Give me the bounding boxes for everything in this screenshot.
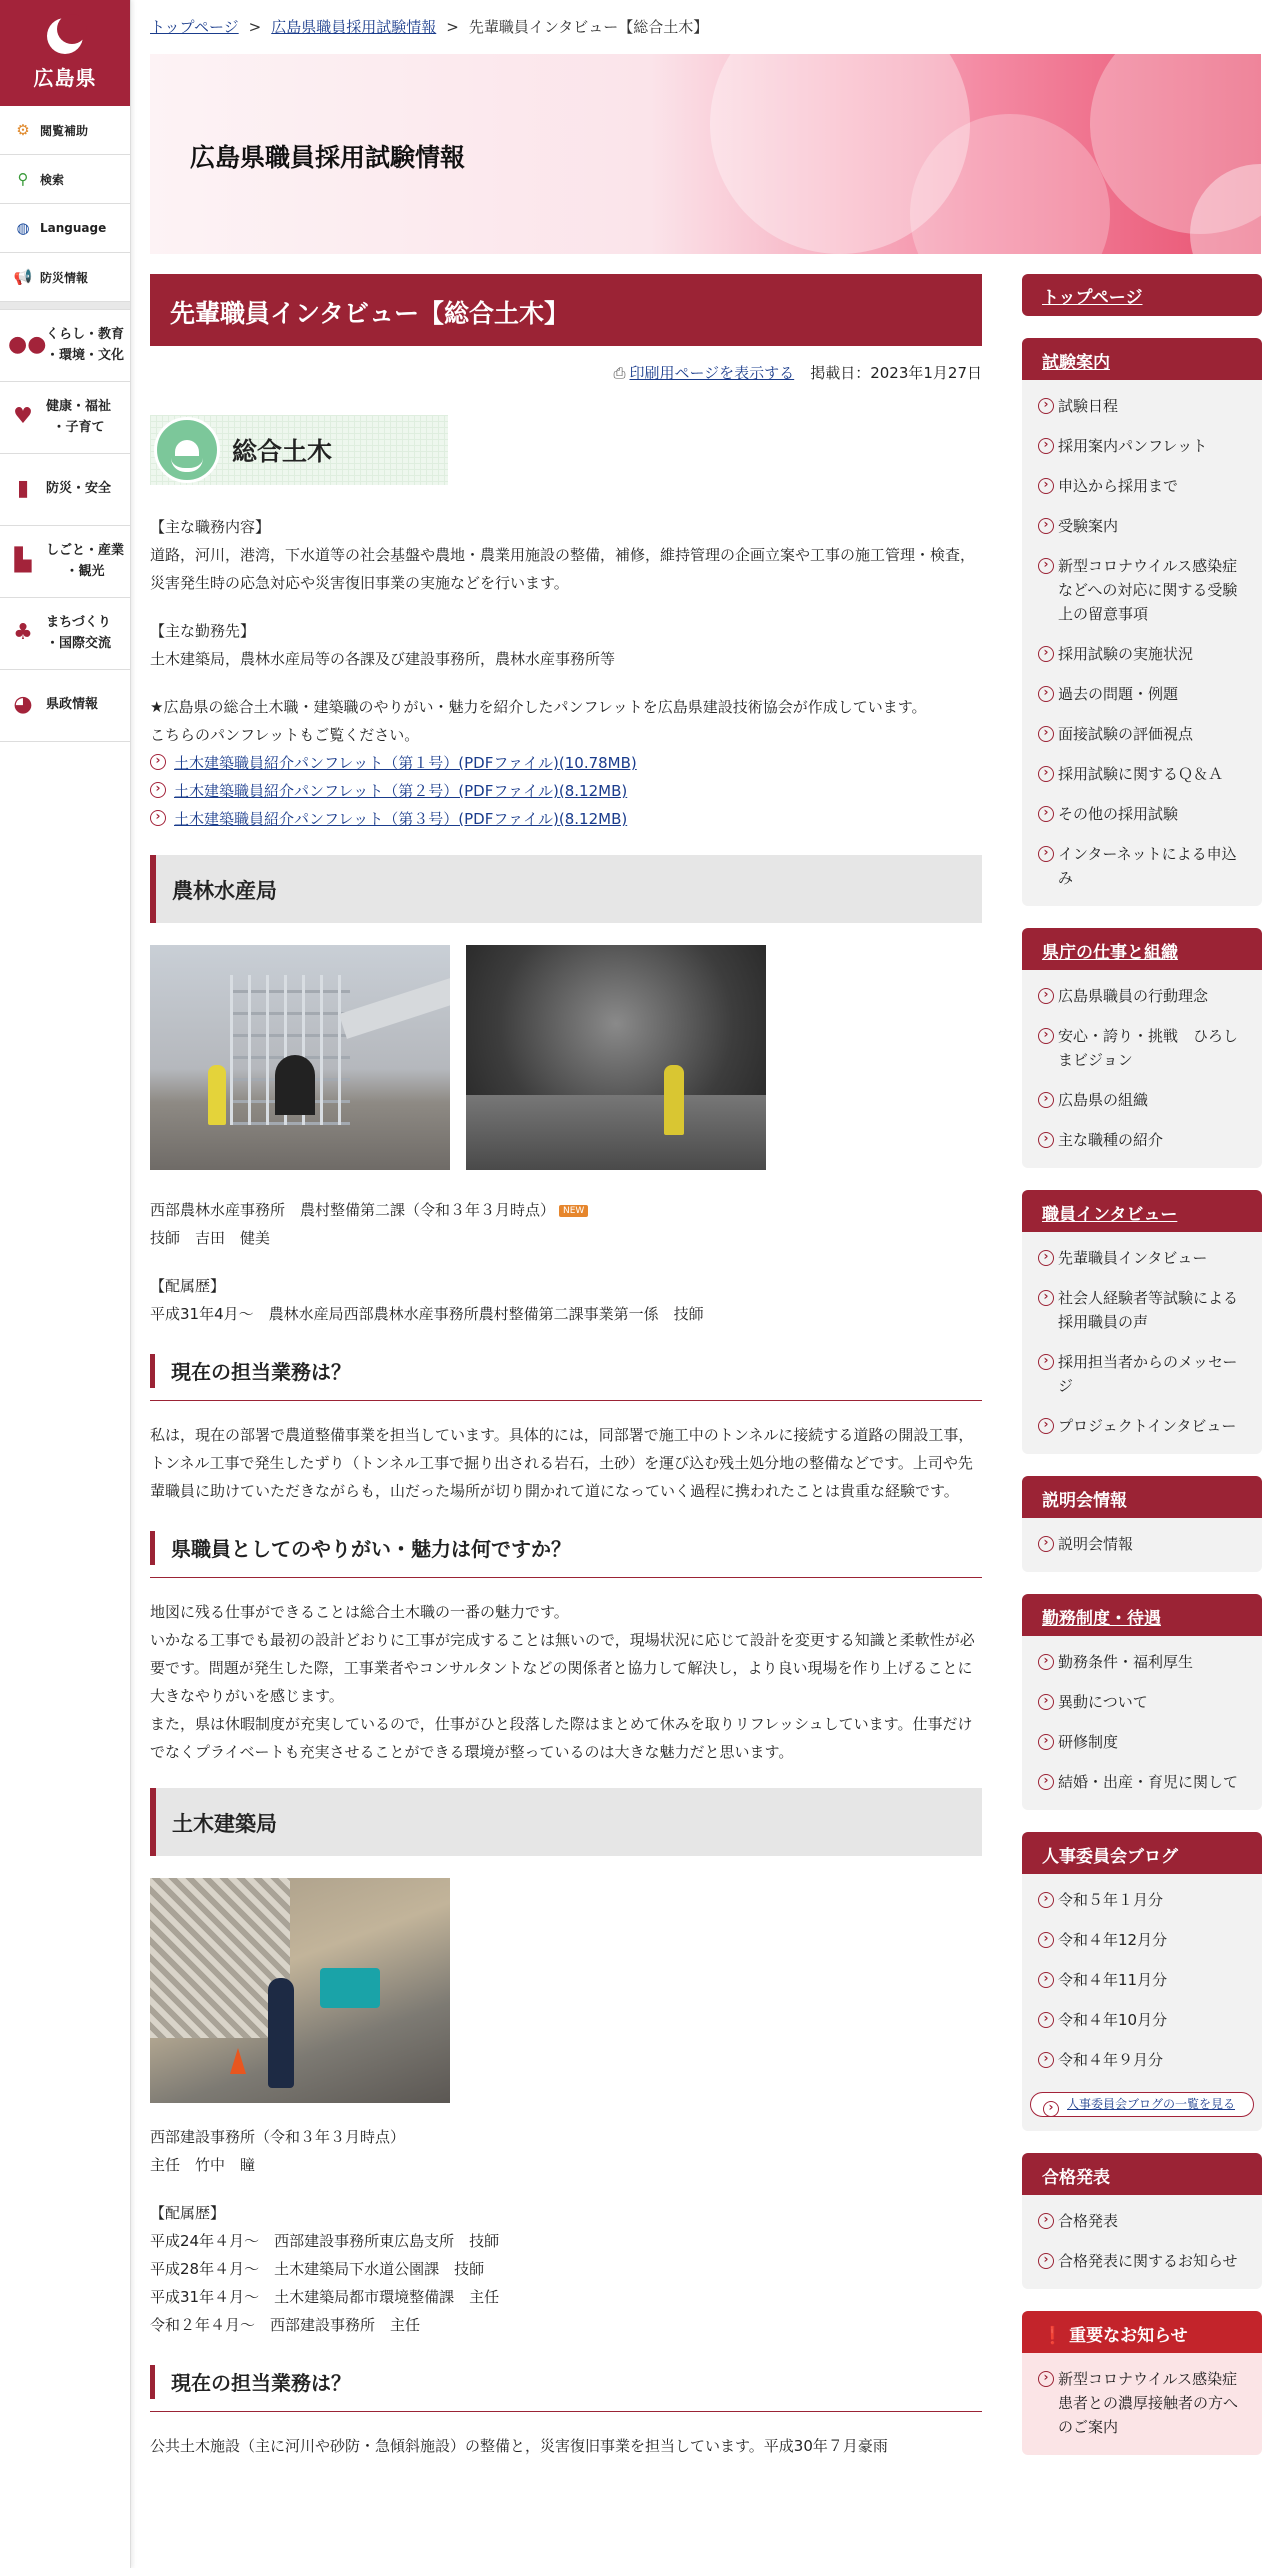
category-safety[interactable] bbox=[0, 454, 130, 526]
staff-caption bbox=[150, 2123, 982, 2179]
nav-item[interactable]: › 社会人経験者等試験による採用職員の声 bbox=[1022, 1278, 1262, 1342]
category-town[interactable] bbox=[0, 598, 130, 670]
history-heading: 【配属歴】 bbox=[150, 2204, 226, 2222]
photo-rubble bbox=[466, 1095, 766, 1170]
megaphone-icon: 📢 bbox=[13, 268, 33, 286]
page-meta bbox=[150, 362, 982, 383]
history-line: 令和２年４月～ 西部建設事務所 主任 bbox=[150, 2316, 421, 2334]
construction-site-photo bbox=[150, 1878, 450, 2103]
nav-list bbox=[1022, 380, 1262, 906]
nav-item[interactable]: › 勤務条件・福利厚生 bbox=[1022, 1642, 1262, 1682]
nav-item[interactable]: › 新型コロナウイルス感染症などへの対応に関する受験上の留意事項 bbox=[1022, 546, 1262, 634]
nav-item[interactable]: › 先輩職員インタビュー bbox=[1022, 1238, 1262, 1278]
main-content bbox=[150, 274, 982, 2460]
breadcrumb-current: 先輩職員インタビュー【総合土木】 bbox=[468, 18, 709, 36]
nav-item[interactable]: › 結婚・出産・育児に関して bbox=[1022, 1762, 1262, 1802]
header-banner bbox=[150, 54, 1261, 254]
nav-item[interactable]: › 試験日程 bbox=[1022, 386, 1262, 426]
util-label: 閲覧補助 bbox=[40, 123, 89, 138]
nav-item[interactable]: › 過去の問題・例題 bbox=[1022, 674, 1262, 714]
nav-item[interactable]: › 広島県職員の行動理念 bbox=[1022, 976, 1262, 1016]
nav-box-exam bbox=[1022, 338, 1262, 906]
photo-person bbox=[664, 1065, 684, 1135]
logo-text: 広島県 bbox=[33, 66, 97, 90]
answer-text: 地図に残る仕事ができることは総合土木職の一番の魅力です。 bbox=[150, 1603, 569, 1621]
caption-line: 主任 竹中 瞳 bbox=[150, 2156, 256, 2174]
photo-row bbox=[150, 1878, 982, 2103]
nav-box-title bbox=[1022, 1190, 1262, 1232]
pamphlet-link-item bbox=[150, 805, 982, 833]
accessibility-button[interactable] bbox=[0, 106, 130, 155]
workplaces-block bbox=[150, 617, 982, 673]
globe-icon: ◍ bbox=[16, 219, 30, 237]
answer-text: いかなる工事でも最初の設計どおりに工事が完成することは無いので，現場状況に応じて設計を変更する知識と柔軟性が必要です。問題が発生した際，工事業者やコンサルタントなどの関係者と協力して解決し，より良い現場を作り上げることに大きなやりがいを感じます。 bbox=[150, 1631, 975, 1705]
nav-box-benefits bbox=[1022, 1594, 1262, 1810]
caption-line: 西部農林水産事務所 農村整備第二課（令和３年３月時点） bbox=[150, 1201, 556, 1219]
global-sidebar bbox=[0, 0, 131, 2568]
nav-box-organization bbox=[1022, 928, 1262, 1168]
answer-text: また，県は休暇制度が充実しているので，仕事がひと段落した際はまとめて休みを取りリフレッシュしています。仕事だけでなくプライベートも充実させることができる環境が整っているのは大きな魅力だと思います。 bbox=[150, 1715, 973, 1761]
heading-rule bbox=[150, 2411, 982, 2412]
pamphlet-text: こちらのパンフレットもご覧ください。 bbox=[150, 726, 420, 744]
question-heading: 県職員としてのやりがい・魅力は何ですか？ bbox=[150, 1531, 982, 1565]
photo-pipe bbox=[339, 977, 450, 1039]
breadcrumb-separator: > bbox=[446, 18, 459, 36]
heart-icon: ♥ bbox=[13, 404, 33, 430]
pamphlet-link[interactable]: 土木建築職員紹介パンフレット（第１号）(PDFファイル)(10.78MB) bbox=[174, 754, 637, 772]
breadcrumb bbox=[150, 16, 708, 37]
caption-line: 西部建設事務所（令和３年３月時点） bbox=[150, 2128, 406, 2146]
crescent-logo-icon bbox=[43, 14, 87, 58]
nav-box-blog bbox=[1022, 1832, 1262, 2131]
tunnel-entrance-photo bbox=[150, 945, 450, 1170]
breadcrumb-home[interactable]: トップページ bbox=[150, 18, 239, 36]
nav-box-title: 合格発表 bbox=[1022, 2153, 1262, 2195]
question-heading: 現在の担当業務は？ bbox=[150, 1354, 982, 1388]
published-date: 掲載日：2023年1月27日 bbox=[810, 364, 982, 382]
nav-item[interactable]: › 令和５年１月分 bbox=[1022, 1880, 1262, 1920]
alert-title: 重要なお知らせ bbox=[1069, 2326, 1188, 2346]
category-label: 防災・安全 bbox=[46, 481, 112, 497]
util-label: 検索 bbox=[40, 172, 65, 187]
photo-person bbox=[268, 1978, 294, 2088]
heading-rule bbox=[150, 1577, 982, 1578]
duties-text: 道路，河川，港湾，下水道等の社会基盤や農地・農業用施設の整備，補修，維持管理の企画立案や工事の施工管理・検査，災害発生時の応急対応や災害復旧事業の実施などを行います。 bbox=[150, 546, 976, 592]
right-nav bbox=[1022, 274, 1262, 2455]
nav-box-title-link[interactable]: 試験案内 bbox=[1042, 353, 1110, 373]
banner-title: 広島県職員採用試験情報 bbox=[190, 143, 466, 172]
nav-list bbox=[1022, 2195, 1262, 2289]
print-link[interactable]: 印刷用ページを表示する bbox=[629, 364, 795, 382]
category-label: 健康・福祉 bbox=[46, 399, 112, 415]
extinguisher-icon: ▮ bbox=[16, 476, 30, 502]
nav-list bbox=[1022, 2353, 1262, 2455]
category-label: ・国際交流 bbox=[46, 635, 112, 651]
pamphlet-link[interactable]: 土木建築職員紹介パンフレット（第３号）(PDFファイル)(8.12MB) bbox=[174, 810, 628, 828]
blog-more-button[interactable] bbox=[1030, 2092, 1254, 2117]
nav-item[interactable]: › 広島県の組織 bbox=[1022, 1080, 1262, 1120]
nav-item[interactable]: › その他の採用試験 bbox=[1022, 794, 1262, 834]
staff-caption bbox=[150, 1196, 982, 1252]
nav-item[interactable]: › 安心・誇り・挑戦 ひろしまビジョン bbox=[1022, 1016, 1262, 1080]
pamphlet-link[interactable]: 土木建築職員紹介パンフレット（第２号）(PDFファイル)(8.12MB) bbox=[174, 782, 628, 800]
photo-cone bbox=[230, 2048, 246, 2074]
badge-label: 総合土木 bbox=[232, 437, 333, 466]
answer-text: 公共土木施設（主に河川や砂防・急傾斜施設）の整備と，災害復旧事業を担当しています。平成30年７月豪雨 bbox=[150, 2437, 888, 2455]
category-label: ・環境・文化 bbox=[46, 347, 125, 363]
nav-box-title bbox=[1022, 338, 1262, 380]
nav-item[interactable]: › 新型コロナウイルス感染症患者との濃厚接触者の方へのご案内 bbox=[1022, 2359, 1262, 2447]
pamphlet-block bbox=[150, 693, 982, 833]
factory-icon: ▙ bbox=[14, 548, 32, 574]
nav-item[interactable]: › 令和４年９月分 bbox=[1022, 2040, 1262, 2080]
nav-item[interactable]: › 令和４年11月分 bbox=[1022, 1960, 1262, 2000]
people-icon: ●● bbox=[8, 332, 47, 358]
page-title: 先輩職員インタビュー【総合土木】 bbox=[150, 274, 982, 346]
category-label: 県政情報 bbox=[46, 697, 99, 713]
nav-item[interactable]: › プロジェクトインタビュー bbox=[1022, 1406, 1262, 1446]
pamphlet-links bbox=[150, 749, 982, 833]
nav-item[interactable]: › 採用試験の実施状況 bbox=[1022, 634, 1262, 674]
photo-person bbox=[208, 1065, 226, 1125]
nav-item[interactable]: › 申込から採用まで bbox=[1022, 466, 1262, 506]
piechart-icon: ◕ bbox=[13, 692, 33, 718]
tunnel-interior-photo bbox=[466, 945, 766, 1170]
nav-box-title: 人事委員会ブログ bbox=[1022, 1832, 1262, 1874]
nav-box-title bbox=[1022, 928, 1262, 970]
workplaces-text: 土木建築局，農林水産局等の各課及び建設事務所，農林水産事務所等 bbox=[150, 650, 616, 668]
nav-item[interactable]: › 合格発表に関するお知らせ bbox=[1022, 2241, 1262, 2281]
nav-box-important bbox=[1022, 2311, 1262, 2455]
duties-heading: 【主な職務内容】 bbox=[150, 518, 271, 536]
nav-item[interactable]: › インターネットによる申込み bbox=[1022, 834, 1262, 898]
nav-item[interactable]: › 研修制度 bbox=[1022, 1722, 1262, 1762]
nav-list bbox=[1022, 1636, 1262, 1810]
search-button[interactable] bbox=[0, 155, 130, 204]
workplaces-heading: 【主な勤務先】 bbox=[150, 622, 256, 640]
util-label: Language bbox=[40, 221, 107, 235]
category-label: くらし・教育 bbox=[46, 327, 125, 343]
nav-box-title: 説明会情報 bbox=[1022, 1476, 1262, 1518]
nav-box-results bbox=[1022, 2153, 1262, 2289]
photo-row bbox=[150, 945, 982, 1170]
top-page-link[interactable]: トップページ bbox=[1042, 288, 1143, 308]
history-line: 平成31年４月～ 土木建築局都市環境整備課 主任 bbox=[150, 2288, 500, 2306]
category-label: まちづくり bbox=[46, 615, 111, 631]
category-living[interactable] bbox=[0, 310, 130, 382]
nav-list bbox=[1022, 1874, 1262, 2088]
nav-box-title-link[interactable]: 職員インタビュー bbox=[1042, 1205, 1178, 1225]
question-heading: 現在の担当業務は？ bbox=[150, 2365, 982, 2399]
caption-line: 技師 吉田 健美 bbox=[150, 1229, 271, 1247]
util-label: 防災情報 bbox=[40, 270, 89, 285]
category-label: ・子育て bbox=[52, 419, 105, 435]
nav-item[interactable]: › 採用試験に関するＱ＆Ａ bbox=[1022, 754, 1262, 794]
sidebar-divider bbox=[0, 302, 130, 310]
printer-icon: ⎙ bbox=[613, 364, 626, 382]
alert-icon: ❗ bbox=[1042, 2326, 1064, 2346]
disaster-info-button[interactable] bbox=[0, 253, 130, 302]
job-category-badge bbox=[150, 415, 448, 485]
nav-box-briefing bbox=[1022, 1476, 1262, 1572]
nav-item[interactable]: › 異動について bbox=[1022, 1682, 1262, 1722]
nav-list bbox=[1022, 1518, 1262, 1572]
nav-box-title-link[interactable]: 県庁の仕事と組織 bbox=[1042, 943, 1178, 963]
nav-item[interactable]: › 受験案内 bbox=[1022, 506, 1262, 546]
duties-block bbox=[150, 513, 982, 597]
answer-text: 私は，現在の部署で農道整備事業を担当しています。具体的には，同部署で施工中のトンネルに接続する道路の開設工事，トンネル工事で発生したずり（トンネル工事で掘り出される岩石，土砂）を運び込む残土処分地の整備などです。上司や先輩職員に助けていただきながらも，山だった場所が切り開かれて道になっていく過程に携われたことは貴重な経験です。 bbox=[150, 1426, 974, 1500]
history-line: 平成31年4月～ 農林水産局西部農林水産事務所農村整備第二課事業第一係 技師 bbox=[150, 1305, 704, 1323]
photo-excavator bbox=[320, 1968, 380, 2008]
nav-item[interactable]: › 面接試験の評価視点 bbox=[1022, 714, 1262, 754]
pamphlet-link-item bbox=[150, 749, 982, 777]
nav-item[interactable]: › 採用担当者からのメッセージ bbox=[1022, 1342, 1262, 1406]
pamphlet-link-item bbox=[150, 777, 982, 805]
nav-item[interactable]: › 説明会情報 bbox=[1022, 1524, 1262, 1564]
history-block bbox=[150, 1272, 982, 1328]
nav-box-title bbox=[1022, 1594, 1262, 1636]
category-work[interactable] bbox=[0, 526, 130, 598]
search-icon: ⚲ bbox=[17, 170, 29, 188]
photo-tunnel-mouth bbox=[275, 1055, 315, 1115]
nav-item[interactable]: › 採用案内パンフレット bbox=[1022, 426, 1262, 466]
section-heading: 農林水産局 bbox=[150, 855, 982, 923]
nav-box-title-link[interactable]: 勤務制度・待遇 bbox=[1042, 1609, 1161, 1629]
answer-block bbox=[150, 1598, 982, 1766]
blog-more-link[interactable]: 人事委員会ブログの一覧を見る bbox=[1067, 2097, 1236, 2111]
nav-box-title bbox=[1022, 2311, 1262, 2353]
nav-item[interactable]: › 令和４年12月分 bbox=[1022, 1920, 1262, 1960]
top-page-box bbox=[1022, 274, 1262, 316]
nav-item[interactable]: › 主な職種の紹介 bbox=[1022, 1120, 1262, 1160]
category-government[interactable] bbox=[0, 670, 130, 742]
language-button[interactable] bbox=[0, 204, 130, 253]
gear-icon: ⚙ bbox=[16, 121, 30, 139]
nav-item[interactable]: › 合格発表 bbox=[1022, 2201, 1262, 2241]
nav-box-interview bbox=[1022, 1190, 1262, 1454]
town-icon: ♣ bbox=[13, 620, 33, 646]
history-block bbox=[150, 2199, 982, 2339]
pamphlet-text: ★広島県の総合土木職・建築職のやりがい・魅力を紹介したパンフレットを広島県建設技術協会が作成しています。 bbox=[150, 698, 927, 716]
nav-list bbox=[1022, 970, 1262, 1168]
worker-helmet-icon bbox=[154, 417, 220, 483]
category-health[interactable] bbox=[0, 382, 130, 454]
new-badge: NEW bbox=[559, 1205, 588, 1217]
nav-item[interactable]: › 令和４年10月分 bbox=[1022, 2000, 1262, 2040]
history-line: 平成24年４月～ 西部建設事務所東広島支所 技師 bbox=[150, 2232, 500, 2250]
heading-rule bbox=[150, 1400, 982, 1401]
breadcrumb-separator: > bbox=[248, 18, 262, 36]
hiroshima-logo[interactable] bbox=[0, 0, 130, 106]
breadcrumb-recruit[interactable]: 広島県職員採用試験情報 bbox=[271, 18, 437, 36]
history-line: 平成28年４月～ 土木建築局下水道公園課 技師 bbox=[150, 2260, 485, 2278]
section-heading: 土木建築局 bbox=[150, 1788, 982, 1856]
category-label: しごと・産業 bbox=[46, 543, 125, 559]
history-heading: 【配属歴】 bbox=[150, 1277, 226, 1295]
nav-list bbox=[1022, 1232, 1262, 1454]
category-label: ・観光 bbox=[65, 563, 105, 579]
